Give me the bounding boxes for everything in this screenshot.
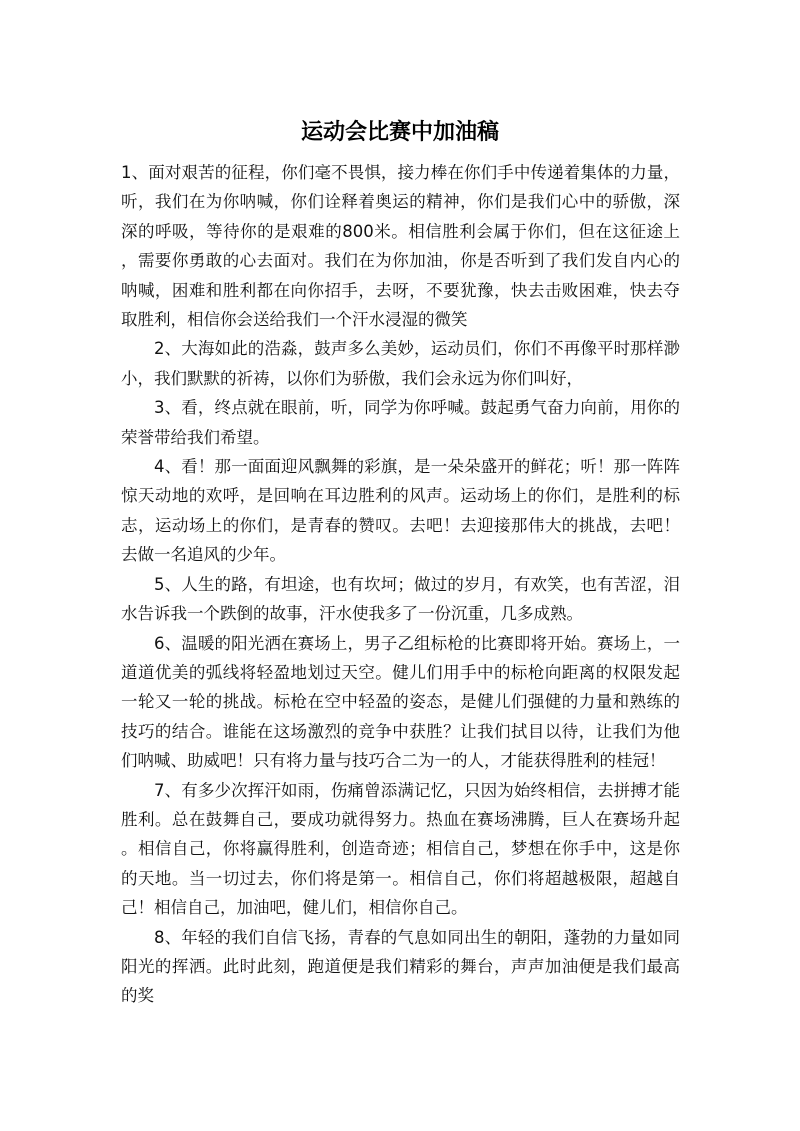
paragraph-2: 2、大海如此的浩淼，鼓声多么美妙，运动员们，你们不再像平时那样渺小，我们默默的祈祷，以你们为骄傲，我们会永远为你们叫好， (121, 339, 680, 388)
paragraph-7: 7、有多少次挥汗如雨，伤痛曾添满记忆，只因为始终相信，去拼搏才能胜利。总在鼓舞自己，要成功就得努力。热血在赛场沸腾，巨人在赛场升起。相信自己，你将赢得胜利，创造奇迹；相信自己，梦想在你手中，这是你的天地。当一切过去，你们将是第一。相信自己，你们将超越极限，超越自己！相信自己，加油吧，健儿们，相信你自己。 (121, 780, 680, 918)
paragraph-1: 1、面对艰苦的征程，你们毫不畏惧，接力棒在你们手中传递着集体的力量，听，我们在为你呐喊，你们诠释着奥运的精神，你们是我们心中的骄傲，深深的呼吸，等待你的是艰难的800米。相信胜利会属于你们，但在这征途上，需要你勇敢的心去面对。我们在为你加油，你是否听到了我们发自内心的呐喊，困难和胜利都在向你招手，去呀，不要犹豫，快去击败困难，快去夺取胜利，相信你会送给我们一个汗水浸湿的微笑 (121, 163, 680, 330)
document-title: 运动会比赛中加油稿 (300, 120, 499, 145)
paragraph-6: 6、温暖的阳光洒在赛场上，男子乙组标枪的比赛即将开始。赛场上，一道道优美的弧线将轻盈地划过天空。健儿们用手中的标枪向距离的权限发起一轮又一轮的挑战。标枪在空中轻盈的姿态，是健儿们强健的力量和熟练的技巧的结合。谁能在这场激烈的竞争中获胜？让我们拭目以待，让我们为他们呐喊、助威吧！只有将力量与技巧合二为一的人，才能获得胜利的桂冠！ (121, 633, 680, 771)
paragraph-5: 5、人生的路，有坦途，也有坎坷；做过的岁月，有欢笑，也有苦涩，泪水告诉我一个跌倒的故事，汗水使我多了一份沉重，几多成熟。 (121, 574, 680, 624)
document-body (121, 158, 680, 1011)
paragraph-8: 8、年轻的我们自信飞扬，青春的气息如同出生的朝阳，蓬勃的力量如同阳光的挥洒。此时此刻，跑道便是我们精彩的舞台，声声加油便是我们最高的奖 (121, 927, 680, 1006)
paragraph-4: 4、看！那一面面迎风飘舞的彩旗，是一朵朵盛开的鲜花；听！那一阵阵惊天动地的欢呼，是回响在耳边胜利的风声。运动场上的你们，是胜利的标志，运动场上的你们，是青春的赞叹。去吧！去迎接那伟大的挑战，去吧！去做一名追风的少年。 (121, 457, 680, 565)
paragraph-3: 3、看，终点就在眼前，听，同学为你呼喊。鼓起勇气奋力向前，用你的荣誉带给我们希望。 (121, 398, 680, 447)
